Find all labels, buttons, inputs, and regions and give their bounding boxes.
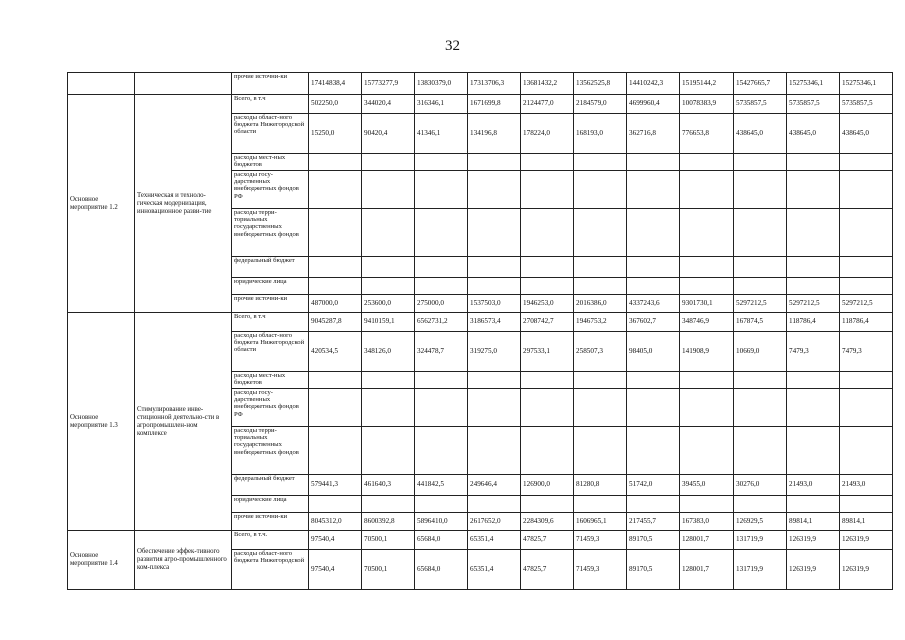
value-cell: 89814,1	[840, 513, 893, 531]
value-cell	[680, 278, 734, 295]
value-cell: 249646,4	[468, 475, 521, 496]
value-cell: 2617652,0	[468, 513, 521, 531]
value-cell	[468, 496, 521, 513]
value-cell: 17313706,3	[468, 73, 521, 95]
value-cell: 118786,4	[840, 313, 893, 332]
value-cell	[680, 209, 734, 257]
value-cell: 65351,4	[468, 531, 521, 550]
value-cell	[468, 171, 521, 209]
page-number: 32	[445, 38, 460, 54]
value-cell	[840, 278, 893, 295]
value-cell: 71459,3	[574, 531, 627, 550]
value-cell	[362, 209, 415, 257]
value-cell	[468, 209, 521, 257]
value-cell: 168193,0	[574, 114, 627, 154]
value-cell: 5735857,5	[840, 95, 893, 114]
value-cell	[734, 171, 787, 209]
source-cell: расходы област-ного бюджета Нижегородской области	[232, 114, 309, 154]
value-cell	[521, 257, 574, 278]
event-description: Стимулирование инве-стиционной деятельно-сти в агропромышлен-ном комплексе	[135, 313, 232, 531]
value-cell: 3186573,4	[468, 313, 521, 332]
value-cell	[415, 496, 468, 513]
value-cell	[574, 171, 627, 209]
value-cell	[574, 278, 627, 295]
value-cell: 17414838,4	[309, 73, 362, 95]
value-cell	[574, 154, 627, 171]
value-cell: 420534,5	[309, 332, 362, 372]
value-cell: 1946753,2	[574, 313, 627, 332]
value-cell: 30276,0	[734, 475, 787, 496]
value-cell: 2124477,0	[521, 95, 574, 114]
value-cell: 8045312,0	[309, 513, 362, 531]
value-cell	[680, 389, 734, 427]
value-cell: 65684,0	[415, 531, 468, 550]
value-cell	[574, 427, 627, 475]
value-cell	[627, 372, 680, 389]
event-label: Основное мероприятие 1.2	[68, 95, 135, 313]
value-cell	[680, 496, 734, 513]
value-cell	[627, 257, 680, 278]
value-cell	[415, 257, 468, 278]
value-cell: 47825,7	[521, 531, 574, 550]
source-cell: федеральный бюджет	[232, 475, 309, 496]
source-cell: Всего, в т.ч.	[232, 531, 309, 550]
value-cell	[415, 389, 468, 427]
value-cell	[787, 278, 840, 295]
value-cell	[680, 372, 734, 389]
source-cell: расходы госу-дарственных внебюджетных фондов РФ	[232, 389, 309, 427]
source-cell: расходы мест-ных бюджетов	[232, 154, 309, 171]
value-cell	[468, 389, 521, 427]
value-cell	[680, 427, 734, 475]
value-cell	[574, 209, 627, 257]
value-cell: 348126,0	[362, 332, 415, 372]
value-cell: 98405,0	[627, 332, 680, 372]
value-cell	[468, 154, 521, 171]
value-cell: 1946253,0	[521, 295, 574, 313]
value-cell	[309, 257, 362, 278]
value-cell: 319275,0	[468, 332, 521, 372]
event-label: Основное мероприятие 1.3	[68, 313, 135, 531]
value-cell: 5297212,5	[734, 295, 787, 313]
value-cell	[521, 389, 574, 427]
value-cell: 126319,9	[787, 550, 840, 590]
value-cell: 51742,0	[627, 475, 680, 496]
value-cell	[362, 257, 415, 278]
value-cell	[415, 171, 468, 209]
value-cell	[787, 427, 840, 475]
value-cell	[734, 372, 787, 389]
value-cell	[840, 389, 893, 427]
event-label: Основное мероприятие 1.4	[68, 531, 135, 590]
value-cell	[840, 427, 893, 475]
value-cell	[362, 427, 415, 475]
value-cell	[680, 171, 734, 209]
source-cell: юридические лица	[232, 496, 309, 513]
description-cell	[135, 73, 232, 95]
value-cell	[309, 278, 362, 295]
value-cell: 441842,5	[415, 475, 468, 496]
value-cell: 2184579,0	[574, 95, 627, 114]
value-cell	[627, 171, 680, 209]
value-cell	[840, 372, 893, 389]
value-cell	[627, 278, 680, 295]
value-cell: 502250,0	[309, 95, 362, 114]
value-cell: 4337243,6	[627, 295, 680, 313]
source-cell: Всего, в т.ч	[232, 313, 309, 332]
value-cell	[521, 209, 574, 257]
value-cell: 275000,0	[415, 295, 468, 313]
value-cell: 15275346,1	[840, 73, 893, 95]
value-cell: 97540,4	[309, 550, 362, 590]
value-cell: 15427665,7	[734, 73, 787, 95]
value-cell	[840, 171, 893, 209]
value-cell: 253600,0	[362, 295, 415, 313]
source-cell: прочие источни-ки	[232, 513, 309, 531]
value-cell: 118786,4	[787, 313, 840, 332]
source-cell: расходы област-ного бюджета Нижегородской области	[232, 332, 309, 372]
value-cell	[734, 427, 787, 475]
value-cell: 41346,1	[415, 114, 468, 154]
value-cell	[309, 372, 362, 389]
value-cell	[787, 389, 840, 427]
value-cell	[415, 372, 468, 389]
value-cell: 15250,0	[309, 114, 362, 154]
value-cell: 71459,3	[574, 550, 627, 590]
value-cell	[415, 278, 468, 295]
value-cell: 2016386,0	[574, 295, 627, 313]
value-cell: 487000,0	[309, 295, 362, 313]
value-cell	[468, 278, 521, 295]
value-cell: 90420,4	[362, 114, 415, 154]
value-cell	[362, 496, 415, 513]
value-cell	[734, 154, 787, 171]
value-cell: 1671699,8	[468, 95, 521, 114]
value-cell	[468, 427, 521, 475]
event-cell	[68, 73, 135, 95]
value-cell	[787, 257, 840, 278]
value-cell: 438645,0	[734, 114, 787, 154]
value-cell: 324478,7	[415, 332, 468, 372]
value-cell: 362716,8	[627, 114, 680, 154]
value-cell	[627, 389, 680, 427]
value-cell: 217455,7	[627, 513, 680, 531]
value-cell	[627, 496, 680, 513]
value-cell	[680, 154, 734, 171]
value-cell	[840, 209, 893, 257]
table-row	[68, 531, 893, 550]
value-cell	[521, 427, 574, 475]
value-cell	[734, 278, 787, 295]
value-cell: 89170,5	[627, 550, 680, 590]
value-cell: 47825,7	[521, 550, 574, 590]
value-cell: 2284309,6	[521, 513, 574, 531]
value-cell: 297533,1	[521, 332, 574, 372]
value-cell: 438645,0	[787, 114, 840, 154]
value-cell: 128001,7	[680, 531, 734, 550]
value-cell: 134196,8	[468, 114, 521, 154]
value-cell: 4699960,4	[627, 95, 680, 114]
value-cell: 65351,4	[468, 550, 521, 590]
value-cell: 15195144,2	[680, 73, 734, 95]
value-cell: 13681432,2	[521, 73, 574, 95]
value-cell: 126319,9	[840, 531, 893, 550]
value-cell	[840, 257, 893, 278]
value-cell: 776653,8	[680, 114, 734, 154]
table-row	[68, 73, 893, 95]
value-cell	[309, 154, 362, 171]
value-cell	[574, 496, 627, 513]
value-cell: 126319,9	[840, 550, 893, 590]
source-cell: федеральный бюджет	[232, 257, 309, 278]
value-cell: 126319,9	[787, 531, 840, 550]
value-cell: 9410159,1	[362, 313, 415, 332]
value-cell	[362, 171, 415, 209]
value-cell: 15275346,1	[787, 73, 840, 95]
value-cell	[787, 209, 840, 257]
table-body	[68, 73, 893, 590]
value-cell: 14410242,3	[627, 73, 680, 95]
value-cell: 5297212,5	[840, 295, 893, 313]
value-cell: 65684,0	[415, 550, 468, 590]
value-cell: 81280,8	[574, 475, 627, 496]
value-cell: 316346,1	[415, 95, 468, 114]
value-cell: 5297212,5	[787, 295, 840, 313]
value-cell: 10669,0	[734, 332, 787, 372]
value-cell: 5896410,0	[415, 513, 468, 531]
table-row	[68, 313, 893, 332]
value-cell	[521, 278, 574, 295]
value-cell	[734, 209, 787, 257]
value-cell: 348746,9	[680, 313, 734, 332]
value-cell	[521, 372, 574, 389]
value-cell	[840, 154, 893, 171]
value-cell: 8600392,8	[362, 513, 415, 531]
value-cell: 39455,0	[680, 475, 734, 496]
value-cell: 438645,0	[840, 114, 893, 154]
value-cell	[309, 427, 362, 475]
value-cell	[680, 257, 734, 278]
value-cell	[574, 389, 627, 427]
source-cell: расходы госу-дарственных внебюджетных фондов РФ	[232, 171, 309, 209]
value-cell: 461640,3	[362, 475, 415, 496]
value-cell	[362, 372, 415, 389]
value-cell: 131719,9	[734, 531, 787, 550]
value-cell: 131719,9	[734, 550, 787, 590]
value-cell	[787, 154, 840, 171]
value-cell	[627, 209, 680, 257]
value-cell	[787, 171, 840, 209]
value-cell	[362, 278, 415, 295]
value-cell	[574, 257, 627, 278]
value-cell	[309, 496, 362, 513]
value-cell: 9045287,8	[309, 313, 362, 332]
value-cell: 13830379,0	[415, 73, 468, 95]
value-cell	[309, 171, 362, 209]
value-cell: 6562731,2	[415, 313, 468, 332]
event-description: Обеспечение эффек-тивного развития агро-промышленного ком-плекса	[135, 531, 232, 590]
value-cell	[840, 496, 893, 513]
value-cell: 128001,7	[680, 550, 734, 590]
value-cell: 89170,5	[627, 531, 680, 550]
value-cell	[362, 389, 415, 427]
value-cell	[574, 372, 627, 389]
value-cell	[734, 496, 787, 513]
value-cell: 5735857,5	[734, 95, 787, 114]
value-cell	[627, 154, 680, 171]
value-cell: 15773277,9	[362, 73, 415, 95]
value-cell: 579441,3	[309, 475, 362, 496]
value-cell: 126900,0	[521, 475, 574, 496]
value-cell	[787, 372, 840, 389]
value-cell: 178224,0	[521, 114, 574, 154]
value-cell	[309, 389, 362, 427]
value-cell: 141908,9	[680, 332, 734, 372]
source-cell: расходы мест-ных бюджетов	[232, 372, 309, 389]
value-cell	[521, 496, 574, 513]
value-cell: 21493,0	[840, 475, 893, 496]
value-cell: 1537503,0	[468, 295, 521, 313]
source-cell: прочие источни-ки	[232, 295, 309, 313]
value-cell: 97540,4	[309, 531, 362, 550]
table-row	[68, 95, 893, 114]
value-cell: 89814,1	[787, 513, 840, 531]
value-cell	[309, 209, 362, 257]
source-cell: расходы терри-ториальных государственных внебюджетных фондов	[232, 209, 309, 257]
value-cell	[734, 257, 787, 278]
value-cell	[627, 427, 680, 475]
value-cell: 344020,4	[362, 95, 415, 114]
value-cell: 70500,1	[362, 531, 415, 550]
value-cell: 367602,7	[627, 313, 680, 332]
value-cell	[521, 154, 574, 171]
value-cell	[521, 171, 574, 209]
value-cell: 13562525,8	[574, 73, 627, 95]
value-cell: 167874,5	[734, 313, 787, 332]
value-cell	[362, 154, 415, 171]
value-cell: 7479,3	[787, 332, 840, 372]
value-cell: 2708742,7	[521, 313, 574, 332]
value-cell	[468, 372, 521, 389]
funding-table	[67, 72, 893, 590]
value-cell	[415, 427, 468, 475]
value-cell	[787, 496, 840, 513]
value-cell: 1606965,1	[574, 513, 627, 531]
source-cell: прочие источни-ки	[232, 73, 309, 95]
value-cell: 21493,0	[787, 475, 840, 496]
source-cell: расходы област-ного бюджета Нижегородской	[232, 550, 309, 590]
source-cell: юридические лица	[232, 278, 309, 295]
value-cell: 126929,5	[734, 513, 787, 531]
value-cell	[468, 257, 521, 278]
value-cell: 167383,0	[680, 513, 734, 531]
value-cell: 5735857,5	[787, 95, 840, 114]
value-cell: 9301730,1	[680, 295, 734, 313]
value-cell: 258507,3	[574, 332, 627, 372]
event-description: Техническая и техноло-гическая модернизация, инновационное разви-тие	[135, 95, 232, 313]
source-cell: Всего, в т.ч	[232, 95, 309, 114]
value-cell	[734, 389, 787, 427]
value-cell	[415, 209, 468, 257]
value-cell: 70500,1	[362, 550, 415, 590]
source-cell: расходы терри-ториальных государственных внебюджетных фондов	[232, 427, 309, 475]
value-cell: 10078383,9	[680, 95, 734, 114]
value-cell	[415, 154, 468, 171]
value-cell: 7479,3	[840, 332, 893, 372]
